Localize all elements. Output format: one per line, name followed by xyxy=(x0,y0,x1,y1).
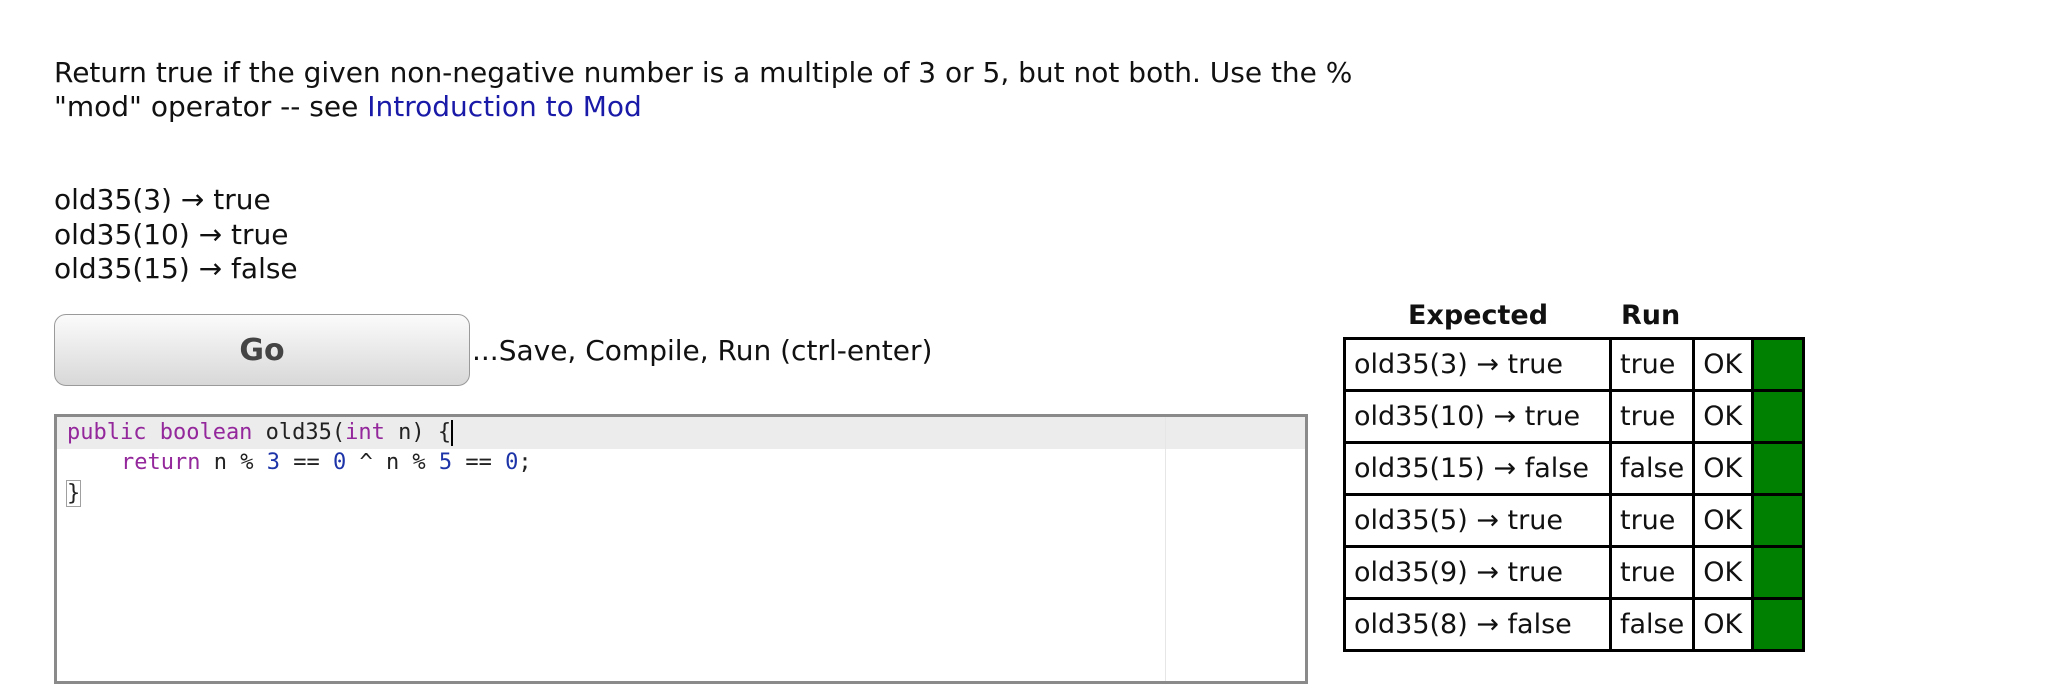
code-part: == xyxy=(279,450,333,475)
text-cursor xyxy=(451,420,453,446)
problem-description xyxy=(54,56,1354,124)
pass-indicator xyxy=(1753,339,1804,391)
code-line-1[interactable] xyxy=(67,418,453,448)
pass-indicator xyxy=(1753,547,1804,599)
code-line-2[interactable] xyxy=(121,448,532,478)
intro-to-mod-link[interactable]: Introduction to Mod xyxy=(367,90,642,123)
keyword-return: return xyxy=(121,450,201,475)
result-row xyxy=(1345,339,1804,391)
closing-brace: } xyxy=(67,481,81,506)
status-cell: OK xyxy=(1694,339,1753,391)
result-row xyxy=(1345,443,1804,495)
code-number: 0 xyxy=(505,450,519,475)
keyword: public boolean xyxy=(67,420,253,445)
pass-indicator xyxy=(1753,599,1804,651)
run-cell: true xyxy=(1611,495,1694,547)
code-part: n % xyxy=(200,450,267,475)
run-cell: false xyxy=(1611,599,1694,651)
go-hint: ...Save, Compile, Run (ctrl-enter) xyxy=(472,334,933,367)
example-item: old35(3) → true xyxy=(54,183,271,216)
pass-indicator xyxy=(1753,443,1804,495)
expected-cell: old35(10) → true xyxy=(1345,391,1611,443)
run-header: Run xyxy=(1621,300,1681,331)
result-row xyxy=(1345,599,1804,651)
code-editor[interactable] xyxy=(54,414,1308,684)
expected-cell: old35(8) → false xyxy=(1345,599,1611,651)
result-row xyxy=(1345,495,1804,547)
code-part: ; xyxy=(518,450,532,475)
status-cell: OK xyxy=(1694,495,1753,547)
example-item: old35(10) → true xyxy=(54,217,289,251)
code-number: 0 xyxy=(332,450,347,475)
example-item: old35(15) → false xyxy=(54,252,298,285)
code-part: == xyxy=(452,450,506,475)
expected-header: Expected xyxy=(1408,300,1549,331)
expected-cell: old35(15) → false xyxy=(1345,443,1611,495)
examples-list xyxy=(54,183,298,287)
expected-cell: old35(9) → true xyxy=(1345,547,1611,599)
status-cell: OK xyxy=(1694,547,1753,599)
code-line-3[interactable] xyxy=(67,479,80,509)
status-cell: OK xyxy=(1694,391,1753,443)
run-cell: true xyxy=(1611,391,1694,443)
pass-indicator xyxy=(1753,391,1804,443)
run-cell: true xyxy=(1611,339,1694,391)
results-table xyxy=(1343,337,1805,652)
method-signature: old35( xyxy=(252,420,346,445)
param-rest: n) { xyxy=(384,420,452,445)
status-cell: OK xyxy=(1694,599,1753,651)
run-cell: false xyxy=(1611,443,1694,495)
status-cell: OK xyxy=(1694,443,1753,495)
code-number: 3 xyxy=(266,450,280,475)
expected-cell: old35(3) → true xyxy=(1345,339,1611,391)
print-margin xyxy=(1165,417,1166,681)
go-button[interactable]: Go xyxy=(54,314,470,386)
result-row xyxy=(1345,391,1804,443)
results-header xyxy=(1343,300,1823,336)
problem-text: Return true if the given non-negative number is a multiple of 3 or 5, but not both. Use the % "mod" operator -- see xyxy=(54,56,1353,123)
pass-indicator xyxy=(1753,495,1804,547)
code-part: ^ n % xyxy=(346,450,439,475)
param-type: int xyxy=(345,420,385,445)
result-row xyxy=(1345,547,1804,599)
expected-cell: old35(5) → true xyxy=(1345,495,1611,547)
code-number: 5 xyxy=(438,450,453,475)
run-cell: true xyxy=(1611,547,1694,599)
